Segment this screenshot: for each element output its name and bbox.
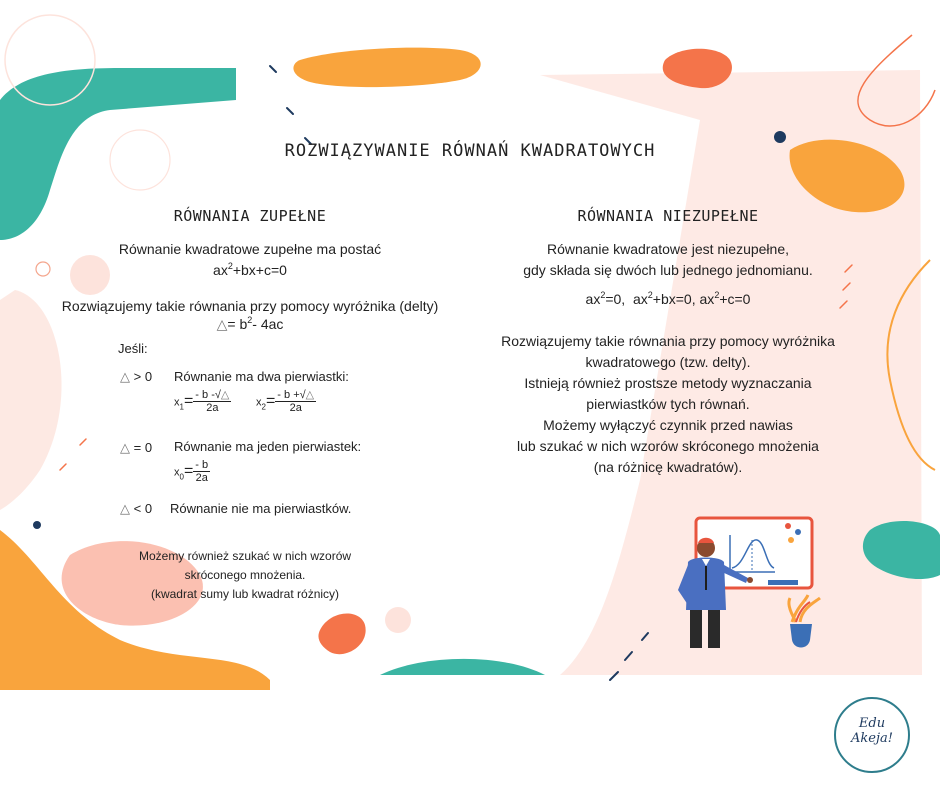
left-formula: $ax^2+bx+c=0$ [213, 261, 287, 278]
small-circle-left [36, 262, 50, 276]
delta-icon: △ [120, 501, 130, 516]
case-1-condition: > 0 [133, 369, 153, 384]
left-note: Możemy również szukać w nich wzorów skróconego mnożenia. (kwadrat sumy lub kwadrat różnicy) [138, 549, 352, 601]
case-3-condition: < 0 [133, 501, 153, 516]
logo-line-1: Edu [858, 716, 886, 731]
logo-line-2: Akeja! [851, 731, 893, 746]
case-1 [120, 369, 152, 385]
right-heading: RÓWNANIA NIEZUPEŁNE [577, 207, 759, 225]
delta-icon: △ [120, 440, 130, 455]
left-intro [50, 239, 450, 281]
case-3 [120, 501, 152, 517]
right-equations: $ax^2=0$, $ax^2+bx=0$, $ax^2+c=0$ [585, 290, 751, 307]
x0-formula: $x_0=$ $\frac{- b}{2a}$ [174, 459, 209, 484]
navy-dot-left [33, 521, 41, 529]
left-delta-intro: Rozwiązujemy takie równania przy pomocy wyróżnika (delty) [61, 298, 439, 314]
left-heading: RÓWNANIA ZUPEŁNE [173, 207, 327, 225]
page-title: ROZWIĄZYWANIE RÓWNAŃ KWADRATOWYCH [284, 141, 656, 161]
case-2-condition: = 0 [133, 440, 153, 455]
case-3-text: Równanie nie ma pierwiastków. [170, 501, 352, 516]
case-2 [120, 440, 152, 456]
left-delta [30, 297, 470, 333]
if-label: Jeśli: [118, 341, 148, 356]
right-paragraph: Rozwiązujemy takie równania przy pomocy wyróżnika kwadratowego (tzw. delty). Istnieją również prostsze metody wyznaczania pierwiastków tych równań. Możemy wyłączyć czynnik przed nawias lub szukać w nich wzorów skróconego mnożenia (na różnicę kwadratów). [501, 333, 835, 475]
case-1-text: Równanie ma dwa pierwiastki: [174, 369, 349, 384]
x2-formula: $x_2=$ $\frac{- b +√\triangle}{2a}$ [256, 389, 315, 414]
edu-akeja-logo [834, 697, 910, 773]
teal-blob-bottom-center [380, 659, 545, 675]
left-intro-text: Równanie kwadratowe zupełne ma postać [118, 241, 382, 257]
coral-blob-bottom [318, 614, 365, 655]
left-delta-formula: △= $b^2-$ 4ac [216, 315, 284, 332]
right-intro: Równanie kwadratowe jest niezupełne, gdy składa się dwóch lub jednego jednomianu. [523, 241, 813, 278]
case-2-text: Równanie ma jeden pierwiastek: [174, 439, 362, 454]
orange-blob-top [293, 48, 480, 87]
teacher-illustration [660, 510, 830, 660]
pink-circle-bottom [385, 607, 411, 633]
x1-formula: $x_1=$ $\frac{- b -√\triangle}{2a}$ [174, 389, 230, 414]
delta-icon: △ [120, 369, 130, 384]
delta-icon: △ [216, 316, 228, 332]
